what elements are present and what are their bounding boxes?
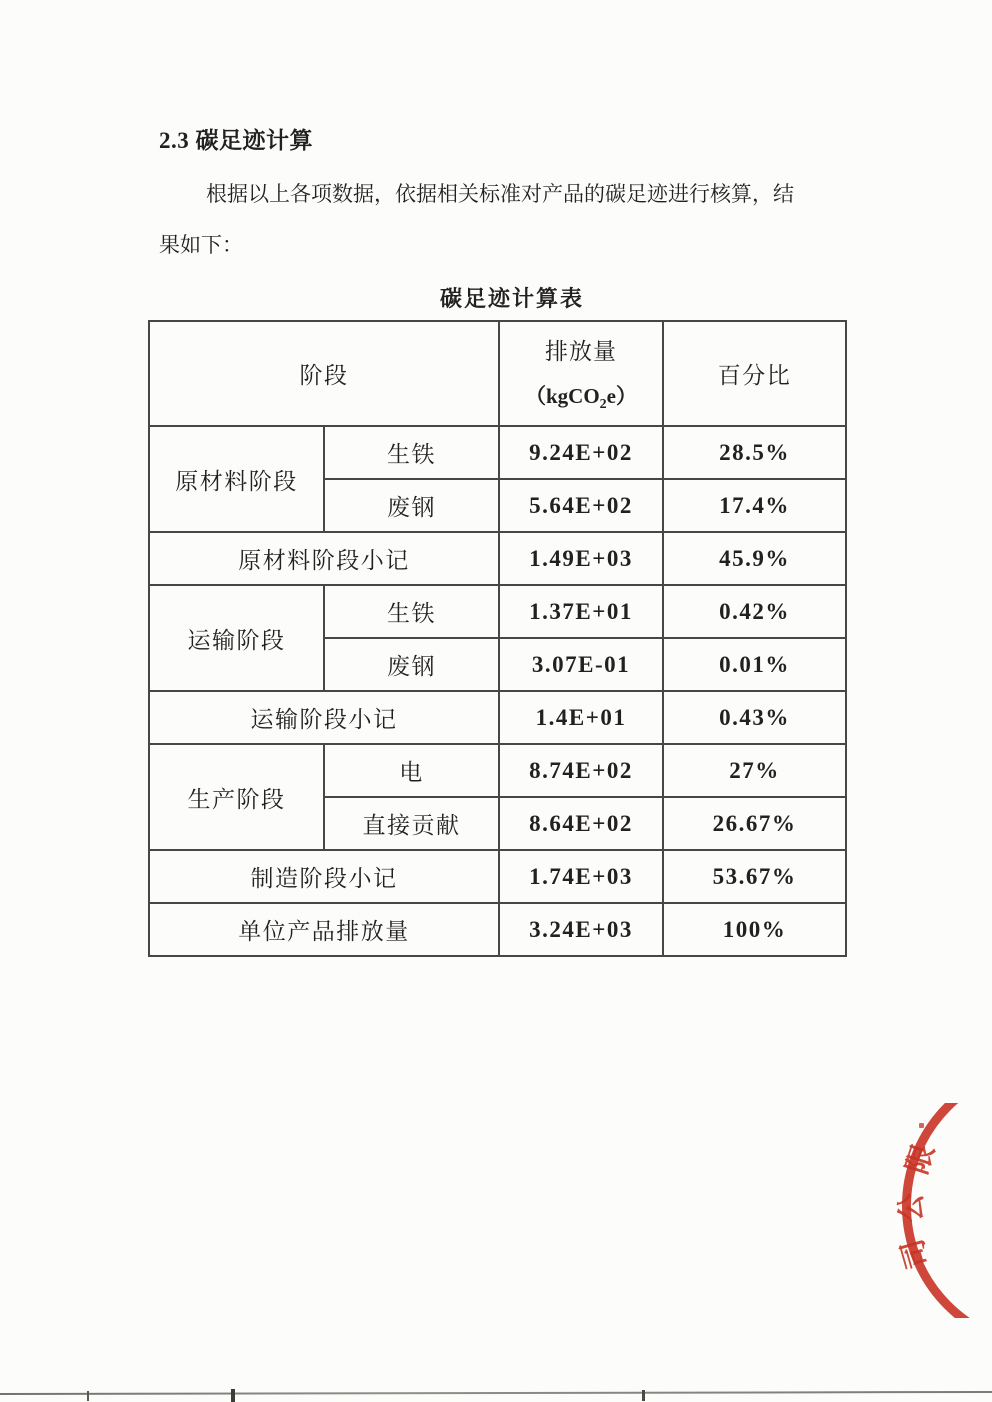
cell-item: 废钢 bbox=[324, 638, 499, 691]
cell-emission: 5.64E+02 bbox=[499, 479, 663, 532]
cell-percent: 28.5% bbox=[663, 426, 846, 479]
table-header-row bbox=[149, 321, 846, 426]
cell-emission: 1.74E+03 bbox=[499, 850, 663, 903]
cell-emission: 8.64E+02 bbox=[499, 797, 663, 850]
table-row-subtotal bbox=[149, 850, 846, 903]
header-cell-stage: 阶段 bbox=[149, 321, 499, 426]
seal-fragment bbox=[919, 1123, 924, 1128]
cell-emission: 3.24E+03 bbox=[499, 903, 663, 956]
cell-item: 生铁 bbox=[324, 585, 499, 638]
seal-circle-arc bbox=[902, 1103, 992, 1318]
cell-subtotal-manufacturing: 制造阶段小记 bbox=[149, 850, 499, 903]
table-row bbox=[149, 585, 846, 638]
cell-item: 废钢 bbox=[324, 479, 499, 532]
cell-subtotal-transport: 运输阶段小记 bbox=[149, 691, 499, 744]
cell-percent: 0.01% bbox=[663, 638, 846, 691]
table-row-subtotal bbox=[149, 532, 846, 585]
emission-header-label: 排放量 bbox=[545, 339, 617, 365]
seal-character: 公 bbox=[896, 1192, 929, 1223]
cell-percent: 26.67% bbox=[663, 797, 846, 850]
seal-character: 限 bbox=[901, 1140, 941, 1179]
table-row-subtotal bbox=[149, 691, 846, 744]
scan-artifact-tick bbox=[642, 1390, 645, 1401]
cell-percent: 17.4% bbox=[663, 479, 846, 532]
header-cell-emission bbox=[499, 321, 663, 426]
cell-percent: 100% bbox=[663, 903, 846, 956]
cell-stage-transport: 运输阶段 bbox=[149, 585, 324, 691]
cell-emission: 9.24E+02 bbox=[499, 426, 663, 479]
cell-emission: 8.74E+02 bbox=[499, 744, 663, 797]
cell-emission: 1.49E+03 bbox=[499, 532, 663, 585]
unit-post: e） bbox=[606, 384, 637, 409]
cell-percent: 27% bbox=[663, 744, 846, 797]
company-seal-stamp bbox=[877, 1103, 992, 1318]
table-row bbox=[149, 426, 846, 479]
intro-paragraph-line2: 果如下： bbox=[159, 233, 243, 257]
cell-emission: 1.4E+01 bbox=[499, 691, 663, 744]
emission-unit-label bbox=[500, 380, 662, 413]
cell-percent: 0.42% bbox=[663, 585, 846, 638]
table-title: 碳足迹计算表 bbox=[439, 286, 584, 311]
cell-stage-raw-materials: 原材料阶段 bbox=[149, 426, 324, 532]
cell-unit-product-total: 单位产品排放量 bbox=[149, 903, 499, 956]
cell-percent: 53.67% bbox=[663, 850, 846, 903]
cell-subtotal-raw-materials: 原材料阶段小记 bbox=[149, 532, 499, 585]
table-row-total bbox=[149, 903, 846, 956]
cell-stage-production: 生产阶段 bbox=[149, 744, 324, 850]
cell-item: 生铁 bbox=[324, 426, 499, 479]
cell-item: 电 bbox=[324, 744, 499, 797]
intro-paragraph-line1: 根据以上各项数据，依据相关标准对产品的碳足迹进行核算，结 bbox=[206, 182, 794, 206]
cell-emission: 3.07E-01 bbox=[499, 638, 663, 691]
cell-item: 直接贡献 bbox=[324, 797, 499, 850]
seal-character: 司 bbox=[896, 1235, 936, 1272]
unit-pre: （kgCO bbox=[524, 384, 600, 409]
cell-emission: 1.37E+01 bbox=[499, 585, 663, 638]
table-row bbox=[149, 744, 846, 797]
scan-artifact-line bbox=[0, 1391, 992, 1395]
section-heading: 2.3 碳足迹计算 bbox=[159, 128, 313, 153]
cell-percent: 0.43% bbox=[663, 691, 846, 744]
header-cell-percent: 百分比 bbox=[663, 321, 846, 426]
carbon-footprint-table bbox=[148, 320, 847, 957]
scan-artifact-tick bbox=[231, 1389, 235, 1402]
scan-artifact-tick bbox=[87, 1391, 89, 1401]
unit-sub: 2 bbox=[599, 397, 607, 413]
cell-percent: 45.9% bbox=[663, 532, 846, 585]
